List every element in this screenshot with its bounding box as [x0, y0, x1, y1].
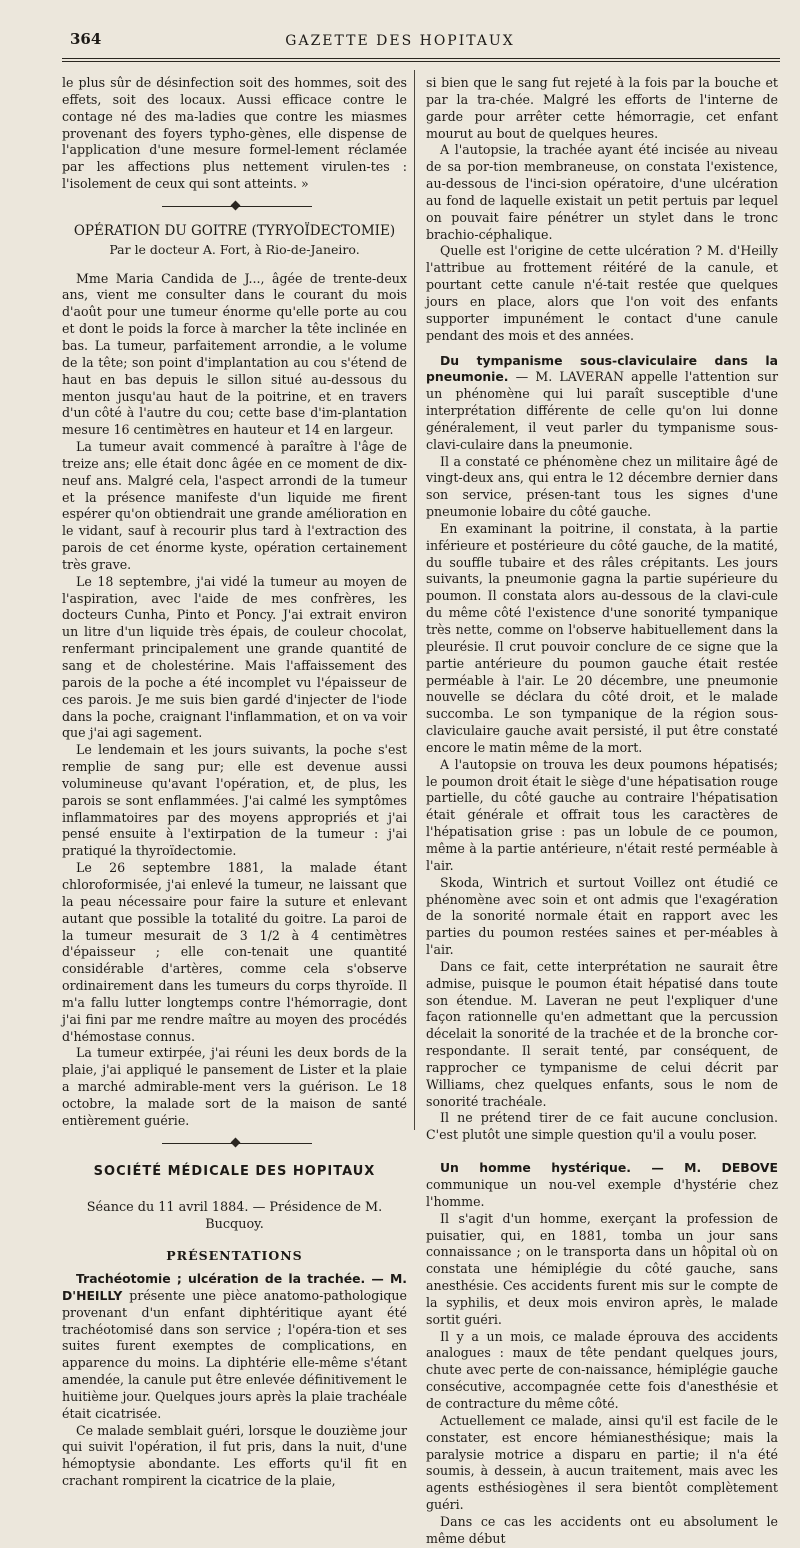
tympanisme-lead: [426, 353, 778, 454]
goitre-paragraph: La tumeur extirpée, j'ai réuni les deux bords de la plaie, j'ai appliqué le pansement de Lister et la plaie a marché admirable-ment vers la guérison. Le 18 octobre, la malade sort de la maison de santé entièrement guérie.: [62, 1045, 407, 1128]
hysterique-paragraph: Dans ce cas les accidents ont eu absolument le même début: [426, 1513, 778, 1546]
continuation-paragraph: Quelle est l'origine de cette ulcération ? M. d'Heilly l'attribue au frottement réitéré de la canule, et pourtant cette canule n'é-tait restée que quelques jours en place, alors que l'on voit des enfants supporter impunément le contact d'une canule pendant des mois et des années.: [426, 243, 778, 343]
header-rule-double: [62, 61, 780, 62]
tympanisme-paragraph: Skoda, Wintrich et surtout Voillez ont étudié ce phénomène avec soin et ont admis que l'exagération de la sonorité normale était en rapport avec les parties du poumon restées saines et per-méables à l'air.: [426, 874, 778, 958]
hysterique-title: Un homme hystérique. — M. DEBOVE: [440, 1160, 778, 1176]
hysterique-paragraph: Il s'agit d'un homme, exerçant la profession de puisatier, qui, en 1881, tomba un jour sans connaissance ; on le transporta dans un hôpital où on constata une hémiplégie du côté gauche, sans anesthésie. Ces accidents furent mis sur le compte de la syphilis, et deux mois environ après, le malade sortit guéri.: [426, 1210, 778, 1327]
goitre-paragraph: La tumeur avait commencé à paraître à l'âge de treize ans; elle était donc âgée en ce moment de dix-neuf ans. Malgré cela, l'aspect arrondi de la tumeur et la présence manifeste d'un liquide me firent espérer qu'on obtiendrait une grande amélioration en le vidant, sauf à recourir plus tard à l'extraction des parois de cet énorme kyste, opération certainement très grave.: [62, 439, 407, 572]
tympanisme-paragraph: Dans ce fait, cette interprétation ne saurait être admise, puisque le poumon était hépatisé dans toute son étendue. M. Laveran ne peut l'expliquer d'une façon rationnelle qu'en admettant que la percussion décelait la sonorité de la trachée et de la bronche cor-respondante. Il serait tenté, par conséquent, de rapprocher ce tympanisme de celui décrit par Williams, chez quelques enfants, sous le nom de sonorité trachéale.: [426, 958, 778, 1109]
intro-paragraph: le plus sûr de désinfection soit des hommes, soit des effets, soit des locaux. Aussi efficace contre le contage né des ma-ladies que contre les miasmes provenant des foyers typho-gènes, elle dispense de l'application d'une mesure formel-lement réclamée par les affections plus nettement virulen-tes : l'isolement de ceux qui sont atteints. »: [62, 75, 407, 192]
tympanisme-paragraph: Il ne prétend tirer de ce fait aucune conclusion. C'est plutôt une simple question qu'il a voulu poser.: [426, 1110, 778, 1143]
hysterique-lead-text: communique un nou-vel exemple d'hystérie chez l'homme.: [426, 1177, 778, 1209]
tympanisme-title: Du tympanisme sous-claviculaire dans la pneumonie.: [426, 352, 778, 385]
journal-title: GAZETTE DES HOPITAUX: [285, 33, 515, 49]
hysterique-lead: [426, 1160, 778, 1211]
goitre-paragraph: Le 18 septembre, j'ai vidé la tumeur au moyen de l'aspiration, avec l'aide de mes confrères, les docteurs Cunha, Pinto et Poncy. J'ai extrait environ un litre d'un liquide très épais, de couleur chocolat, renfermant principalement une grande quantité de sang et de cholestérine. Mais l'affaissement des parois de la poche a été incomplet vu l'épaisseur de ces parois. Je me suis bien gardé d'injecter de l'iode dans la poche, craignant l'inflammation, et on va voir que j'ai agi sagement.: [62, 573, 407, 741]
seance-line: Séance du 11 avril 1884. — Présidence de M. Bucquoy.: [86, 1200, 383, 1233]
page-header: [0, 30, 800, 52]
continuation-paragraph: A l'autopsie, la trachée ayant été incisée au niveau de sa por-tion membraneuse, on constata l'existence, au-dessous de l'inci-sion opératoire, d'une ulcération au fond de laquelle existait un petit pertuis par lequel on pouvait faire pénétrer un stylet dans le tronc brachio-céphalique.: [426, 142, 778, 242]
goitre-paragraph: Le lendemain et les jours suivants, la poche s'est remplie de sang pur; elle est devenue aussi volumineuse qu'avant l'opération, et, de plus, les parois se sont enflammées. J'ai calmé les symptômes inflammatoires par des moyens appropriés et j'ai pensé ensuite à l'extirpation de la tumeur : j'ai pratiqué la thyroïdectomie.: [62, 742, 407, 859]
trach-text: présente une pièce anatomo-pathologique provenant d'un enfant diphtéritique ayant été trachéotomisé dans son service ; l'opéra-tion et ses suites furent exemptes de complications, en apparence du moins. La diphtérie elle-même s'étant amendée, la canule put être enlevée définitivement le huitième jour. Quelques jours après la plaie trachéale était cicatrisée.: [62, 1287, 407, 1421]
tympanisme-paragraph: Il a constaté ce phénomène chez un militaire âgé de vingt-deux ans, qui entra le 12 décembre dernier dans son service, présen-tant tous les signes d'une pneumonie lobaire du côté gauche.: [426, 453, 778, 520]
society-heading: SOCIÉTÉ MÉDICALE DES HOPITAUX: [93, 1163, 376, 1179]
continuation-paragraph: si bien que le sang fut rejeté à la fois par la bouche et par la tra-chée. Malgré les efforts de l'interne de garde pour arrêter cette hémorragie, cet enfant mourut au bout de quelques heures.: [426, 75, 778, 141]
hysterique-paragraph: Actuellement ce malade, ainsi qu'il est facile de le constater, est encore hémianesthésique; mais la paralysie motrice a disparu en partie; il n'a été soumis, à dessein, à aucun traitement, mais avec les agents esthésiogènes il sera bientôt complètement guéri.: [426, 1412, 778, 1513]
header-rule: [62, 58, 780, 59]
goitre-paragraph: Le 26 septembre 1881, la malade étant chloroformisée, j'ai enlevé la tumeur, ne laissant que la peau nécessaire pour faire la suture et enlevant autant que possible la totalité du goitre. La paroi de la tumeur mesurait de 3 1/2 à 4 centimètres d'épaisseur ; elle con-tenait une quantité considérable d'artères, comme cela s'observe ordinairement dans les tumeurs du corps thyroïde. Il m'a fallu lutter longtemps contre l'hémorragie, dont j'ai fini par me rendre maître au moyen des procédés d'hémostase connus.: [62, 860, 407, 1044]
hysterique-paragraph: Il y a un mois, ce malade éprouva des accidents analogues : maux de tête pendant quelques jours, chute avec perte de con-naissance, hémiplégie gauche consécutive, accompagnée cette fois d'anesthésie et de contracture du même côté.: [426, 1328, 778, 1411]
tympanisme-lead-text: — M. LAVERAN appelle l'attention sur un phénomène qui lui paraît susceptible d'une interprétation différente de celle qu'on lui donne généralement, il veut parler du tympanisme sous-clavi-culaire dans la pneumonie.: [426, 369, 778, 452]
section-ornament: [62, 1130, 407, 1158]
right-column: [426, 75, 778, 1548]
trach-title: Trachéotomie ; ulcération de la trachée. — M. D'HEILLY: [62, 1271, 407, 1303]
article-author: Par le docteur A. Fort, à Rio-de-Janeiro.: [109, 241, 360, 257]
goitre-paragraph: Mme Maria Candida de J..., âgée de trente-deux ans, vient me consulter dans le courant du mois d'août pour une tumeur énorme qu'elle porte au cou et dont le poids la force à marcher la tête inclinée en bas. La tumeur, parfaitement arrondie, a le volume de la tête; son point d'implantation au cou s'étend de haut en bas depuis le sillon situé au-dessous du menton jusqu'au haut de la poitrine, et en travers d'un côté à l'autre du cou; cette base d'im-plantation mesure 16 centimètres en hauteur et 14 en largeur.: [62, 270, 407, 438]
article-title-goitre: OPÉRATION DU GOITRE (TYRYOÏDECTOMIE): [73, 222, 396, 239]
left-column: [62, 75, 407, 1490]
tympanisme-paragraph: A l'autopsie on trouva les deux poumons hépatisés; le poumon droit était le siège d'une hépatisation rouge partielle, du côté gauche au contraire l'hépatisation était générale et offrait tous les caractères de l'hépatisation grise : pas un lobule de ce poumon, même à la partie antérieure, n'était resté perméable à l'air.: [426, 756, 778, 873]
trach-paragraph: [62, 1271, 407, 1423]
page-number: 364: [70, 30, 102, 48]
trach-paragraph-2: Ce malade semblait guéri, lorsque le douzième jour qui suivit l'opération, il fut pris, dans la nuit, d'une hémoptysie abondante. Les efforts qu'il fit en crachant rompirent la cicatrice de la plaie,: [62, 1422, 407, 1489]
presentations-heading: PRÉSENTATIONS: [166, 1248, 303, 1264]
section-ornament: [62, 193, 407, 221]
tympanisme-paragraph: En examinant la poitrine, il constata, à la partie inférieure et postérieure du côté gauche, de la matité, du souffle tubaire et des râles crépitants. Les jours suivants, la pneumonie gagna la partie supérieure du poumon. Il constata alors au-dessous de la clavi-cule du même côté l'existence d'une sonorité tympanique très nette, comme on l'observe habituellement dans la pleurésie. Il crut pouvoir conclure de ce signe que la partie antérieure du poumon gauche était restée perméable à l'air. Le 20 décembre, une pneumonie nouvelle se déclara du côté droit, et le malade succomba. Le son tympanique de la région sous-claviculaire gauche avait persisté, il put être constaté encore le matin même de la mort.: [426, 520, 778, 755]
column-divider: [414, 70, 415, 1130]
